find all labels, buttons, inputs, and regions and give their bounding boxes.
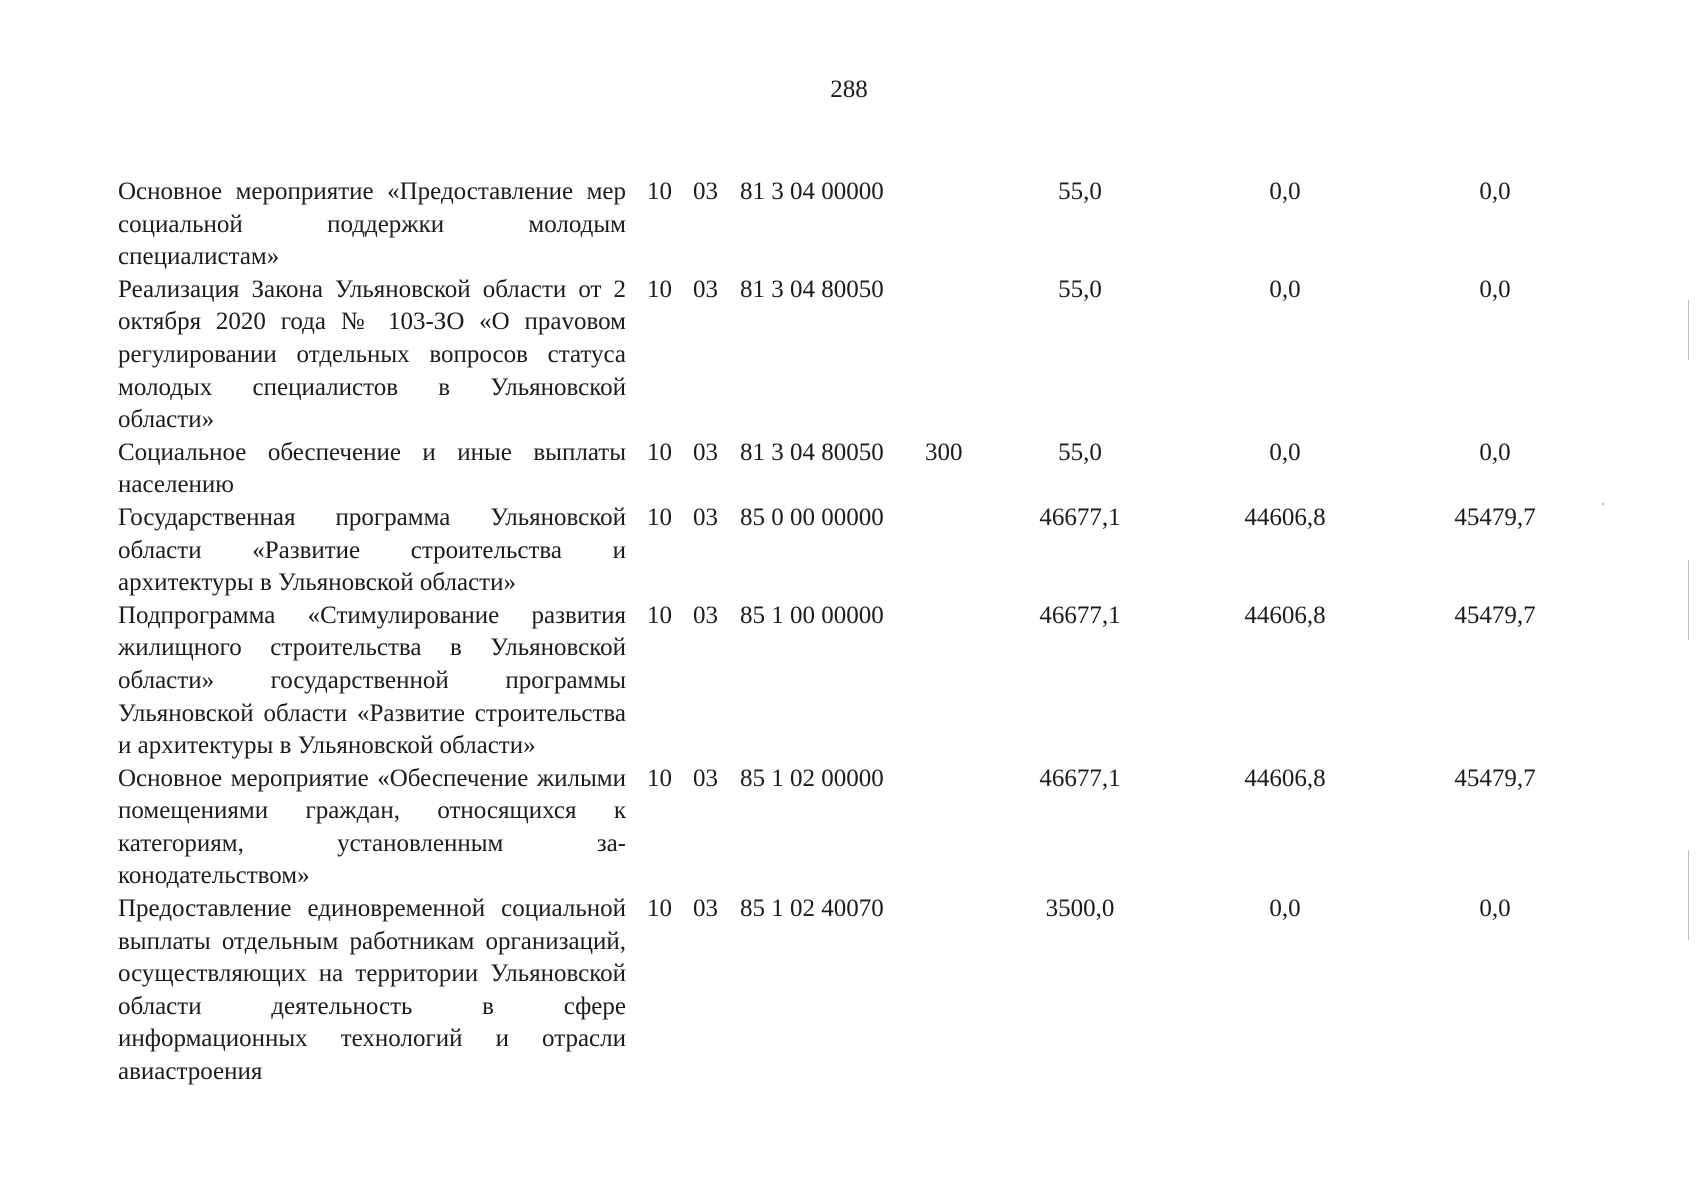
row-subsection: 03 bbox=[693, 275, 718, 303]
row-value-3: 45479,7 bbox=[1454, 503, 1536, 531]
row-value-3: 0,0 bbox=[1479, 275, 1511, 303]
row-value-1: 46677,1 bbox=[1039, 503, 1121, 531]
row-value-3: 45479,7 bbox=[1454, 601, 1536, 629]
table-row bbox=[0, 502, 1698, 600]
row-value-3: 0,0 bbox=[1479, 178, 1511, 205]
row-value-1: 3500,0 bbox=[1045, 895, 1115, 923]
budget-table bbox=[0, 176, 1698, 1089]
row-value-2: 0,0 bbox=[1269, 895, 1301, 923]
row-value-2: 44606,8 bbox=[1244, 764, 1326, 792]
row-value-3: 0,0 bbox=[1479, 895, 1511, 923]
scan-speck bbox=[1688, 850, 1689, 940]
row-section: 10 bbox=[647, 764, 672, 792]
row-description: Основное мероприятие «Обеспечение жилыми помещениями граждан, относящихся к категориям, установленным законодательством» bbox=[118, 764, 626, 890]
table-row bbox=[0, 437, 1698, 502]
row-subsection: 03 bbox=[693, 438, 718, 466]
row-target-article: 81 3 04 80050 bbox=[740, 275, 884, 303]
row-target-article: 81 3 04 80050 bbox=[740, 438, 884, 466]
row-section: 10 bbox=[647, 895, 672, 923]
row-subsection: 03 bbox=[693, 178, 718, 205]
row-subsection: 03 bbox=[693, 601, 718, 629]
scan-speck bbox=[1688, 560, 1689, 640]
row-subsection: 03 bbox=[693, 503, 718, 531]
row-section: 10 bbox=[647, 601, 672, 629]
row-section: 10 bbox=[647, 178, 672, 205]
row-value-2: 0,0 bbox=[1269, 178, 1301, 205]
row-value-2: 0,0 bbox=[1269, 275, 1301, 303]
row-section: 10 bbox=[647, 438, 672, 466]
row-subsection: 03 bbox=[693, 764, 718, 792]
table-row bbox=[0, 893, 1698, 1089]
table-row bbox=[0, 274, 1698, 437]
table-row bbox=[0, 600, 1698, 763]
row-target-article: 85 1 02 40070 bbox=[740, 895, 884, 923]
table-row bbox=[0, 176, 1698, 274]
row-section: 10 bbox=[647, 503, 672, 531]
row-value-1: 46677,1 bbox=[1039, 764, 1121, 792]
row-description: Подпрограмма «Стимулирование развития жилищного строительства в Ульяновской области» государственной программы Ульяновской области «Развитие строительства и архитектуры в Ульяновской области» bbox=[118, 601, 626, 760]
row-value-3: 0,0 bbox=[1479, 438, 1511, 466]
row-target-article: 85 1 00 00000 bbox=[740, 601, 884, 629]
row-expense-type: 300 bbox=[925, 438, 963, 466]
row-description: Основное мероприятие «Предоставление мер социальной поддержки молодым специалистам» bbox=[118, 178, 626, 271]
row-description: Государственная программа Ульяновской области «Развитие строительства и архитектуры в Ульяновской области» bbox=[118, 503, 626, 597]
row-description: Предоставление единовременной социальной выплаты отдельным работникам организаций, осуществляющих на территории Ульяновской области деятельность в сфере информационных технологий и отрасли авиастроения bbox=[118, 895, 626, 1086]
row-value-1: 55,0 bbox=[1058, 178, 1102, 205]
row-value-1: 55,0 bbox=[1058, 438, 1102, 466]
row-value-2: 44606,8 bbox=[1244, 503, 1326, 531]
row-description: Социальное обеспечение и иные выплаты населению bbox=[118, 438, 626, 499]
row-section: 10 bbox=[647, 275, 672, 303]
row-value-3: 45479,7 bbox=[1454, 764, 1536, 792]
row-target-article: 85 0 00 00000 bbox=[740, 503, 884, 531]
row-value-2: 44606,8 bbox=[1244, 601, 1326, 629]
row-target-article: 85 1 02 00000 bbox=[740, 764, 884, 792]
row-target-article: 81 3 04 00000 bbox=[740, 178, 884, 205]
row-value-1: 55,0 bbox=[1058, 275, 1102, 303]
row-value-2: 0,0 bbox=[1269, 438, 1301, 466]
scan-speck bbox=[1602, 503, 1604, 505]
table-row bbox=[0, 763, 1698, 893]
row-subsection: 03 bbox=[693, 895, 718, 923]
row-description: Реализация Закона Ульяновской области от 2 октября 2020 года № 103-ЗО «О праvовом регулировании отдельных вопросов статуса молодых специалистов в Ульяновской области» bbox=[118, 275, 626, 434]
page-number: 288 bbox=[830, 76, 868, 103]
scan-speck bbox=[1688, 300, 1689, 360]
row-value-1: 46677,1 bbox=[1039, 601, 1121, 629]
